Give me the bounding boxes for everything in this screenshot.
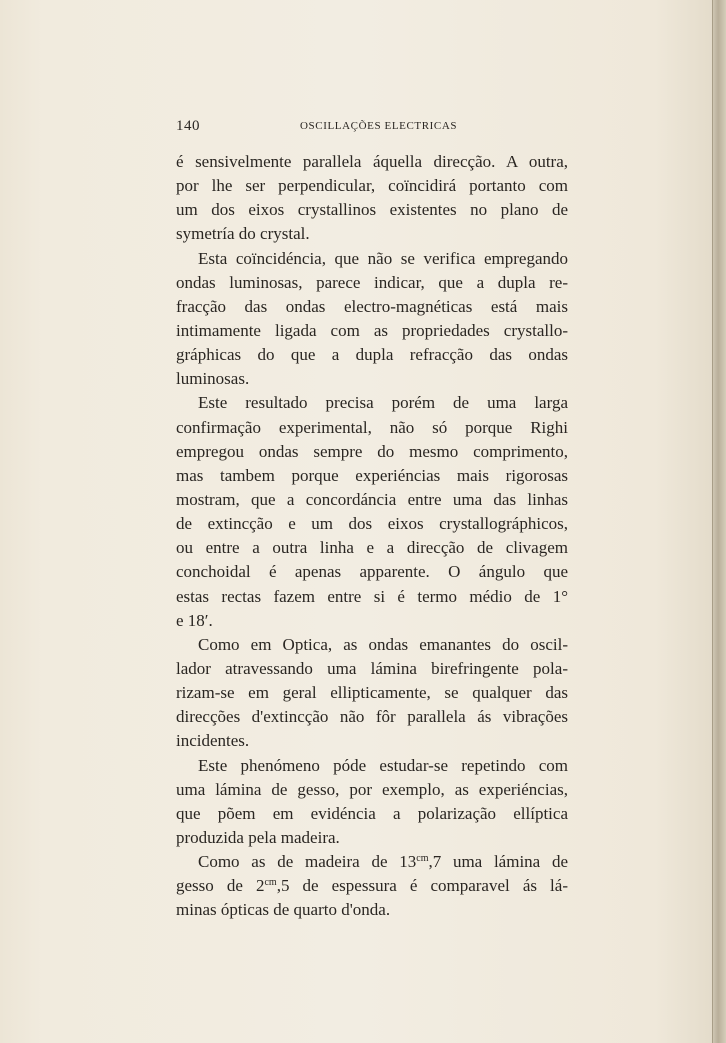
text-line: conchoidal é apenas apparente. O ángulo que bbox=[176, 562, 568, 582]
text-line: e 18′. bbox=[176, 610, 213, 630]
text-line: empregou ondas sempre do mesmo comprimento, bbox=[176, 441, 568, 461]
text-line: Esta coïncidéncia, que não se verifica empregando bbox=[198, 248, 568, 268]
text-line bbox=[176, 874, 568, 898]
text-line: Como em Optica, as ondas emanantes do oscil- bbox=[198, 634, 568, 654]
text-line: por lhe ser perpendicular, coïncidirá portanto com bbox=[176, 176, 568, 196]
text-line: Este resultado precisa porém de uma larga bbox=[198, 393, 568, 413]
text-line: ou entre a outra linha e a direcção de clivagem bbox=[176, 538, 568, 558]
text-line: que põem em evidéncia a polarização ellíptica bbox=[176, 803, 568, 823]
text-fragment: ,5 de espessura é comparavel ás lá- bbox=[276, 876, 568, 896]
running-title: OSCILLAÇÕES ELECTRICAS bbox=[300, 120, 458, 132]
page-number: 140 bbox=[176, 118, 200, 134]
text-line: confirmação experimental, não só porque Righi bbox=[176, 417, 568, 437]
text-line: mostram, que a concordáncia entre uma das linhas bbox=[176, 489, 568, 509]
text-line: um dos eixos crystallinos existentes no plano de bbox=[176, 200, 568, 220]
text-fragment: gesso de 2 bbox=[176, 876, 265, 896]
text-line: ondas luminosas, parece indicar, que a dupla re- bbox=[176, 272, 568, 292]
unit-superscript: cm bbox=[416, 853, 429, 865]
text-line bbox=[176, 850, 568, 874]
text-line: minas ópticas de quarto d'onda. bbox=[176, 900, 391, 920]
text-line: é sensivelmente parallela áquella direcção. A outra, bbox=[176, 152, 568, 171]
text-line: symetría do crystal. bbox=[176, 224, 310, 244]
text-line: lador atravessando uma lámina birefringente pola- bbox=[176, 658, 568, 678]
text-line: Este phenómeno póde estudar-se repetindo com bbox=[198, 755, 568, 775]
body-text bbox=[176, 150, 568, 923]
text-line: fracção das ondas electro-magnéticas está mais bbox=[176, 296, 568, 316]
text-line: direcções d'extincção não fôr parallela ás vibrações bbox=[176, 707, 568, 727]
text-line: gráphicas do que a dupla refracção das ondas bbox=[176, 345, 568, 365]
page-edge bbox=[712, 0, 726, 1043]
text-line: rizam-se em geral ellipticamente, se qualquer das bbox=[176, 683, 568, 703]
text-line: incidentes. bbox=[176, 731, 250, 751]
text-line: intimamente ligada com as propriedades crystallo- bbox=[176, 320, 568, 340]
running-head bbox=[176, 118, 568, 138]
text-line: estas rectas fazem entre si é termo médio de 1° bbox=[176, 586, 568, 606]
text-fragment: Como as de madeira de 13 bbox=[198, 852, 417, 872]
text-line: mas tambem porque experiéncias mais rigorosas bbox=[176, 465, 568, 485]
text-fragment: ,7 uma lámina de bbox=[428, 852, 569, 872]
text-line: produzida pela madeira. bbox=[176, 827, 340, 847]
text-line: de extincção e um dos eixos crystallográphicos, bbox=[176, 514, 568, 534]
text-line: luminosas. bbox=[176, 369, 250, 389]
text-line: uma lámina de gesso, por exemplo, as experiéncias, bbox=[176, 779, 568, 799]
unit-superscript: cm bbox=[264, 877, 277, 889]
